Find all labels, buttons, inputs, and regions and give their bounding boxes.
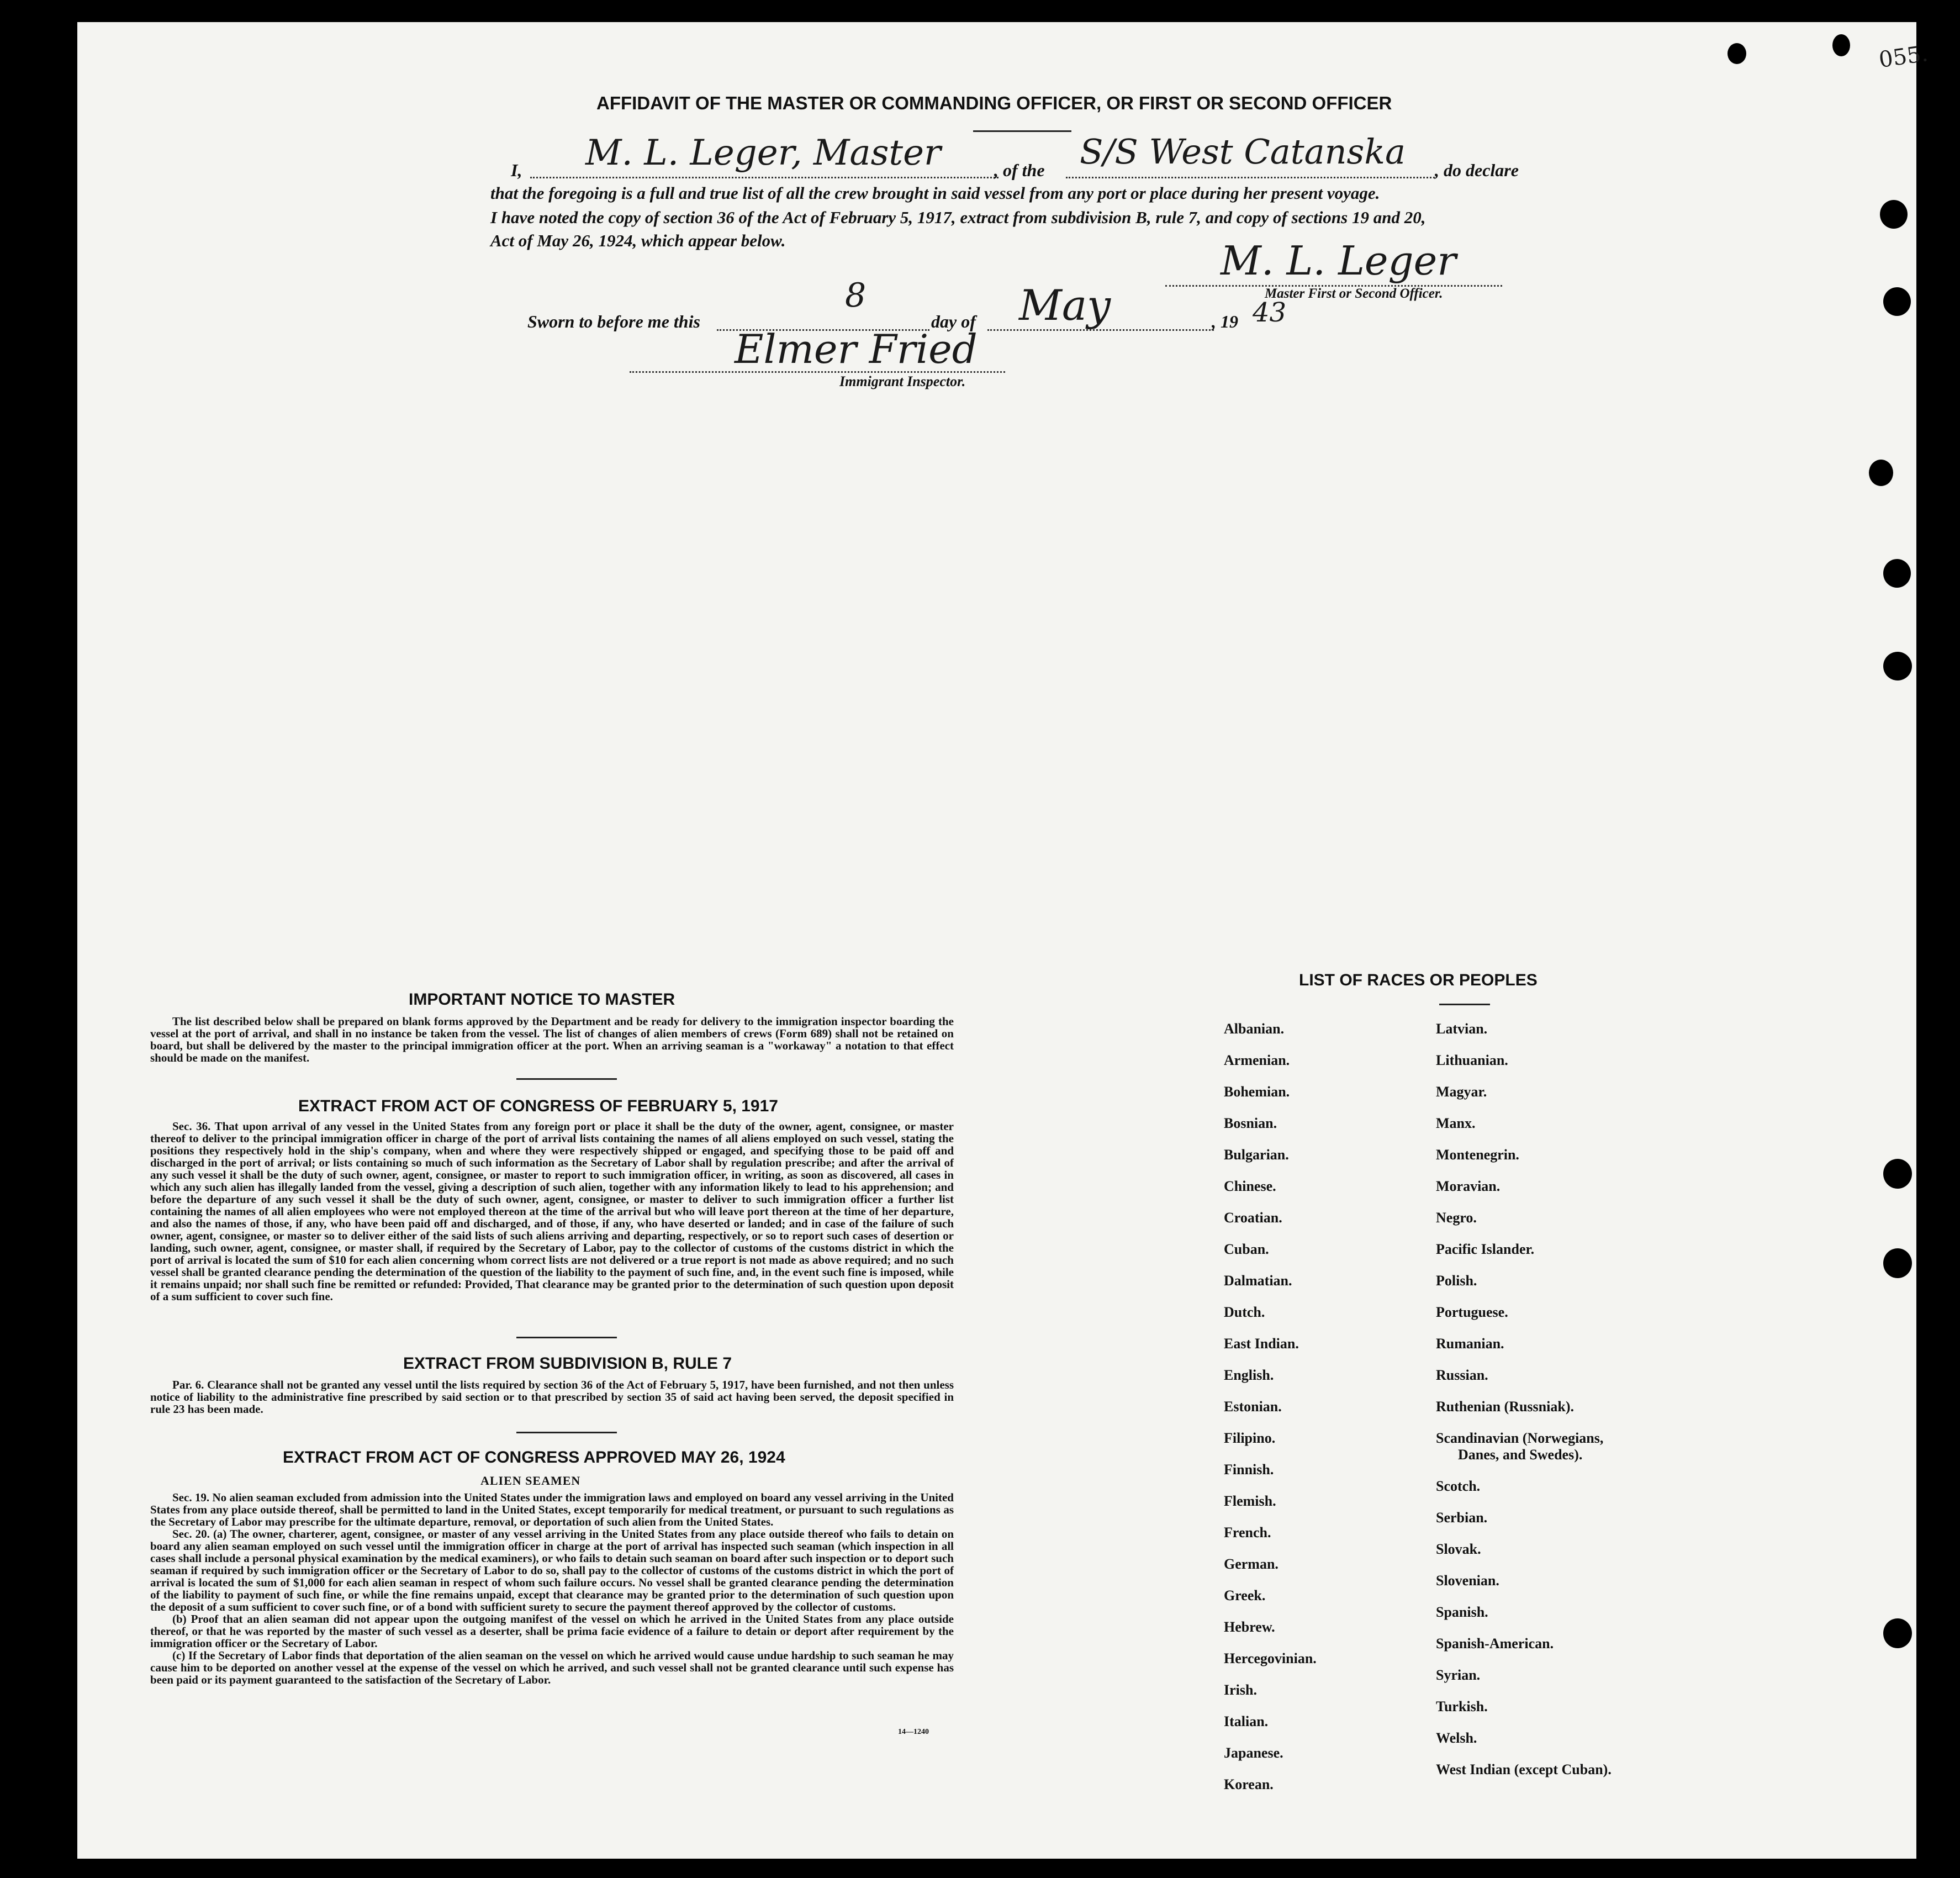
extract-rule7-body: Par. 6. Clearance shall not be granted any vessel until the lists required by section 36 of the Act of February 5, 1917, have been furnished, and not then unless notice of liability to the administrative fine prescribed by said section or to that prescribed by section 35 of said act having been served, the deposit specified in rule 23 has been made. (150, 1378, 954, 1416)
race-item: Polish. (1436, 1273, 1477, 1289)
affidavit-body-line-1: that the foregoing is a full and true list of all the crew brought in said vessel from any port or place during her present voyage. (490, 183, 1380, 203)
race-item: Latvian. (1436, 1021, 1488, 1037)
races-rule (1439, 1004, 1490, 1005)
race-item: Hercegovinian. (1224, 1650, 1317, 1666)
race-item: Lithuanian. (1436, 1052, 1508, 1068)
race-item: Slovenian. (1436, 1573, 1499, 1589)
inspector-signature: Elmer Fried (735, 326, 978, 372)
race-item: Armenian. (1224, 1052, 1290, 1068)
extract-1917-body: Sec. 36. That upon arrival of any vessel in the United States from any foreign port or place it shall be the duty of the owner, agent, consignee, or master thereof to deliver to the principal immigration officer in charge of the port of arrival lists containing the names of all aliens employed on such vessel, stating the positions they respectively hold in the ship's company, when and where they were respectively shipped or engaged, and specifying those to be paid off and discharged in the port of arrival; or lists containing so much of such information as the Secretary of Labor shall by regulation prescribe; and after the arrival of any such vessel it shall be the duty of such owner, agent, consignee, or master to report to such immigration officer, in writing, as soon as discovered, all cases in which any such alien has illegally landed from the vessel, giving a description of such alien, together with any information likely to lead to his apprehension; and before the departure of any such vessel it shall be the duty of such owner, agent, consignee, or master to deliver to such immigration officer a further list containing the names of all alien employees who were not employed thereon at the time of the arrival but who will leave port thereon at the time of her departure, and also the names of those, if any, who have been paid off and discharged, and of those, if any, who have deserted or landed; and in case of the failure of such owner, agent, consignee, or master so to deliver either of the said lists of such aliens arriving and departing, respectively, or so to report such cases of desertion or landing, such owner, agent, consignee, or master shall, if required by the Secretary of Labor, pay to the collector of customs of the customs district in which the port of arrival is located the sum of $10 for each alien concerning whom correct lists are not delivered or a true report is not made as above required; and no such vessel shall be granted clearance pending the determination of the question of the liability to the payment of such fine, and, in the event such fine is imposed, while it remains unpaid; nor shall such fine be remitted or refunded: Provided, That clearance may be granted prior to the determination of such question upon deposit of a sum sufficient to cover such fine. (150, 1120, 954, 1303)
do-declare-label: , do declare (1435, 160, 1519, 180)
punch-hole (1727, 43, 1746, 64)
race-item: Bosnian. (1224, 1115, 1277, 1131)
year-handwritten: 43 (1253, 297, 1287, 328)
master-name-handwritten: M. L. Leger, Master (585, 133, 941, 173)
sec19-text: Sec. 19. No alien seaman excluded from admission into the United States under the immigration laws and employed on board any vessel arriving in the United States from any place outside thereof, shall be permitted to land in the United States, except temporarily for medical treatment, or pursuant to such regulations as the Secretary of Labor may prescribe for the ultimate departure, removal, or deportation of such alien from the United States. (150, 1491, 954, 1528)
punch-hole (1869, 460, 1893, 486)
race-item: Spanish-American. (1436, 1636, 1554, 1652)
punch-hole (1880, 200, 1908, 229)
race-item: Filipino. (1224, 1430, 1276, 1446)
race-item: Serbian. (1436, 1510, 1488, 1526)
affidavit-body-line-3: Act of May 26, 1924, which appear below. (490, 231, 786, 250)
races-title: LIST OF RACES OR PEOPLES (1299, 971, 1538, 989)
race-item: Spanish. (1436, 1604, 1488, 1620)
signature-caption: Master First or Second Officer. (1265, 286, 1443, 301)
month-handwritten: May (1019, 281, 1111, 330)
race-item: Russian. (1436, 1367, 1488, 1383)
race-item: Slovak. (1436, 1541, 1481, 1557)
race-item: Manx. (1436, 1115, 1476, 1131)
race-item: Pacific Islander. (1436, 1241, 1535, 1257)
page-number-stamp: 055. (1877, 41, 1930, 73)
punch-hole (1883, 1159, 1912, 1189)
title-rule (973, 130, 1071, 132)
races-column-2 (1436, 1021, 1612, 1793)
punch-hole (1832, 34, 1850, 56)
of-the-label: , of the (994, 160, 1045, 180)
punch-hole (1883, 287, 1911, 316)
form-number: 14—1240 (898, 1728, 929, 1736)
race-item: Rumanian. (1436, 1336, 1504, 1352)
punch-hole (1883, 1248, 1912, 1278)
race-item: Finnish. (1224, 1462, 1274, 1478)
race-item: Scandinavian (Norwegians, (1436, 1430, 1604, 1446)
race-item: Montenegrin. (1436, 1147, 1519, 1163)
races-column-1 (1224, 1021, 1317, 1808)
race-item: Welsh. (1436, 1730, 1477, 1746)
race-item: Dutch. (1224, 1304, 1265, 1320)
race-item: Ruthenian (Russniak). (1436, 1399, 1574, 1415)
sec20c-text: (c) If the Secretary of Labor finds that deportation of the alien seaman on the vessel on which he arrived would cause undue hardship to such seaman he may cause him to be deported on another vessel at the expense of the vessel on which he arrived, and such vessel shall not be granted clearance until such expense has been paid or its payment guaranteed to the satisfaction of the Secretary of Labor. (150, 1649, 954, 1686)
section-rule (516, 1337, 617, 1338)
race-item: Danes, and Swedes). (1458, 1447, 1583, 1463)
race-item: Scotch. (1436, 1478, 1481, 1494)
race-item: Cuban. (1224, 1241, 1269, 1257)
race-item: Bulgarian. (1224, 1147, 1289, 1163)
punch-hole (1883, 1618, 1912, 1648)
race-item: Croatian. (1224, 1210, 1282, 1226)
race-item: Irish. (1224, 1682, 1257, 1698)
extract-1924-title: EXTRACT FROM ACT OF CONGRESS APPROVED MAY 26, 1924 (283, 1448, 785, 1466)
master-name-field (530, 175, 999, 178)
race-item: Syrian. (1436, 1667, 1481, 1683)
race-item: English. (1224, 1367, 1274, 1383)
sec20b-text: (b) Proof that an alien seaman did not appear upon the outgoing manifest of the vessel on which he arrived in the United States from any place outside thereof, or that he was reported by the master of such vessel as a deserter, shall be prima facie evidence of a failure to detain or deport after requirement by the immigration officer or the Secretary of Labor. (150, 1612, 954, 1650)
sworn-label: Sworn to before me this (527, 312, 700, 331)
extract-1924-body (150, 1491, 954, 1686)
vessel-name-field (1066, 175, 1435, 178)
extract-1924-subtitle: ALIEN SEAMEN (480, 1474, 581, 1487)
race-item: Moravian. (1436, 1178, 1501, 1194)
notice-body: The list described below shall be prepared on blank forms approved by the Department and be ready for delivery to the immigration inspector boarding the vessel at the port of arrival, and shall in no instance be taken from the vessel. The list of changes of alien members of crews (Form 689) shall not be retained on board, but shall be delivered by the master to the principal immigration officer at the port. When an arriving seaman is a "workaway" a notation to that effect should be made on the manifest. (150, 1015, 954, 1064)
inspector-line (630, 369, 1005, 373)
race-item: French. (1224, 1524, 1271, 1541)
vessel-name-handwritten: S/S West Catanska (1080, 131, 1406, 172)
race-item: Turkish. (1436, 1698, 1488, 1715)
punch-hole (1883, 559, 1911, 588)
race-item: Estonian. (1224, 1399, 1282, 1415)
race-item: East Indian. (1224, 1336, 1299, 1352)
sec20a-text: Sec. 20. (a) The owner, charterer, agent, consignee, or master of any vessel arriving in the United States from any place outside thereof who fails to detain on board any alien seaman employed on such vessel until the immigration officer in charge at the port of arrival has inspected such seaman (which inspection in all cases shall include a personal physical examination by the medical examiners), or who fails to detain such seaman on board after such inspection or to deport such seaman if required by such immigration officer or the Secretary of Labor to do so, shall pay to the collector of customs of the customs district in which the port of arrival is located the sum of $1,000 for each alien seaman in respect of whom such failure occurs. No vessel shall be granted clearance pending the determination of the liability to payment of such fine, or while the fine remains unpaid, except that clearance may be granted prior to the determination of such question upon the deposit of a sum sufficient to cover such fine, or of a bond with sufficient surety to secure the payment thereof approved by the collector of customs. (150, 1527, 954, 1613)
race-item: German. (1224, 1556, 1279, 1572)
race-item: West Indian (except Cuban). (1436, 1761, 1612, 1777)
affidavit-body-line-2: I have noted the copy of section 36 of the Act of February 5, 1917, extract from subdivision B, rule 7, and copy of sections 19 and 20, (490, 208, 1426, 227)
notice-title: IMPORTANT NOTICE TO MASTER (409, 990, 675, 1009)
master-signature: M. L. Leger (1221, 238, 1456, 284)
section-rule (516, 1078, 617, 1080)
extract-rule7-title: EXTRACT FROM SUBDIVISION B, RULE 7 (403, 1354, 732, 1373)
section-rule (516, 1432, 617, 1433)
punch-hole (1883, 652, 1912, 680)
race-item: Hebrew. (1224, 1619, 1275, 1635)
i-label: I, (511, 160, 522, 180)
race-item: Negro. (1436, 1210, 1477, 1226)
day-handwritten: 8 (845, 276, 867, 315)
inspector-caption: Immigrant Inspector. (839, 373, 966, 389)
extract-1917-title: EXTRACT FROM ACT OF CONGRESS OF FEBRUARY 5, 1917 (298, 1097, 778, 1115)
race-item: Chinese. (1224, 1178, 1276, 1194)
year-prefix: , 19 (1212, 312, 1238, 331)
race-item: Flemish. (1224, 1493, 1276, 1509)
race-item: Portuguese. (1436, 1304, 1508, 1320)
race-item: Korean. (1224, 1776, 1274, 1792)
race-item: Albanian. (1224, 1021, 1285, 1037)
race-item: Greek. (1224, 1587, 1266, 1603)
day-of-label: day of (931, 312, 976, 331)
race-item: Dalmatian. (1224, 1273, 1292, 1289)
race-item: Bohemian. (1224, 1084, 1290, 1100)
affidavit-title: AFFIDAVIT OF THE MASTER OR COMMANDING OFFICER, OR FIRST OR SECOND OFFICER (596, 93, 1392, 113)
race-item: Japanese. (1224, 1745, 1283, 1761)
race-item: Magyar. (1436, 1084, 1487, 1100)
race-item: Italian. (1224, 1713, 1269, 1729)
